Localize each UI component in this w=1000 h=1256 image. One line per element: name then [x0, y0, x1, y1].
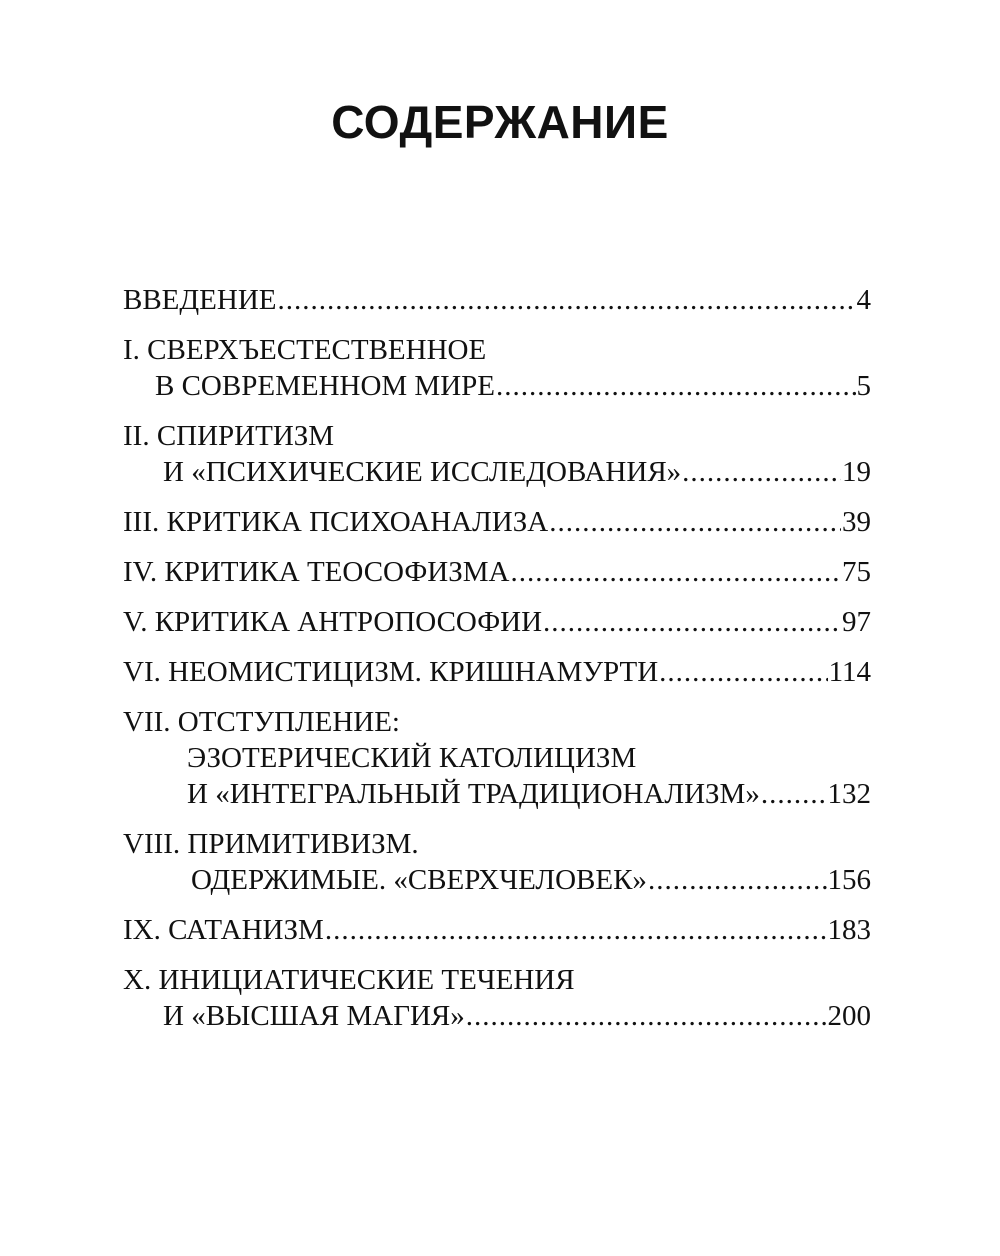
page-title: СОДЕРЖАНИЕ — [331, 96, 669, 148]
toc-page-number: 183 — [827, 914, 871, 946]
toc-entry-title: VI. НЕОМИСТИЦИЗМ. КРИШНАМУРТИ — [123, 656, 659, 688]
toc-line — [123, 418, 871, 454]
toc-entry-subtitle: ЭЗОТЕРИЧЕСКИЙ КАТОЛИЦИЗМ — [187, 742, 637, 774]
toc-entry-chapter-2 — [123, 418, 871, 490]
dot-leader — [543, 604, 841, 640]
toc-page-number: 132 — [827, 778, 871, 810]
toc-entry-chapter-9 — [123, 912, 871, 948]
toc-line — [123, 282, 871, 318]
toc-page-number: 4 — [856, 284, 871, 316]
toc-entry-title: II. СПИРИТИЗМ — [123, 420, 335, 452]
dot-leader — [659, 654, 827, 690]
toc-entry-title: ВВЕДЕНИЕ — [123, 284, 277, 316]
toc-entry-title: V. КРИТИКА АНТРОПОСОФИИ — [123, 606, 543, 638]
toc-entry-chapter-3 — [123, 504, 871, 540]
toc-entry-subtitle: В СОВРЕМЕННОМ МИРЕ — [155, 370, 495, 402]
toc-line — [123, 998, 871, 1034]
toc-page-number: 75 — [842, 556, 871, 588]
toc-page-number: 39 — [842, 506, 871, 538]
dot-leader — [761, 776, 827, 812]
toc-page-number: 114 — [828, 656, 871, 688]
toc-entry-title: IX. САТАНИЗМ — [123, 914, 324, 946]
toc-entry-title: VIII. ПРИМИТИВИЗМ. — [123, 828, 419, 860]
toc-page-number: 5 — [856, 370, 871, 402]
dot-leader — [510, 554, 841, 590]
toc-line — [123, 740, 871, 776]
toc-entry-chapter-5 — [123, 604, 871, 640]
toc-line — [123, 332, 871, 368]
toc-entry-title: X. ИНИЦИАТИЧЕСКИЕ ТЕЧЕНИЯ — [123, 964, 575, 996]
toc-entry-subtitle: И «ВЫСШАЯ МАГИЯ» — [163, 1000, 465, 1032]
toc-entry-subtitle: И «ПСИХИЧЕСКИЕ ИССЛЕДОВАНИЯ» — [163, 456, 682, 488]
toc-entry-title: IV. КРИТИКА ТЕОСОФИЗМА — [123, 556, 510, 588]
toc-line — [123, 504, 871, 540]
toc-entry-chapter-1 — [123, 332, 871, 404]
toc-line — [123, 862, 871, 898]
toc-entry-title: I. СВЕРХЪЕСТЕСТВЕННОЕ — [123, 334, 487, 366]
toc-page-number: 200 — [827, 1000, 871, 1032]
toc-line — [123, 454, 871, 490]
dot-leader — [496, 368, 856, 404]
toc-page-number: 156 — [827, 864, 871, 896]
toc-entry-subtitle: ОДЕРЖИМЫЕ. «СВЕРХЧЕЛОВЕК» — [191, 864, 647, 896]
toc-entry-chapter-8 — [123, 826, 871, 898]
dot-leader — [325, 912, 827, 948]
toc-entry-subtitle: И «ИНТЕГРАЛЬНЫЙ ТРАДИЦИОНАЛИЗМ» — [187, 778, 760, 810]
dot-leader — [549, 504, 841, 540]
toc-page-number: 97 — [842, 606, 871, 638]
toc-line — [123, 704, 871, 740]
toc-line — [123, 912, 871, 948]
toc-entry-chapter-10 — [123, 962, 871, 1034]
toc-line — [123, 826, 871, 862]
toc-entry-introduction — [123, 282, 871, 318]
dot-leader — [278, 282, 856, 318]
toc-line — [123, 604, 871, 640]
toc-entry-chapter-7 — [123, 704, 871, 812]
table-of-contents — [123, 282, 871, 1048]
dot-leader — [648, 862, 827, 898]
toc-entry-chapter-6 — [123, 654, 871, 690]
toc-line — [123, 368, 871, 404]
toc-line — [123, 962, 871, 998]
toc-line — [123, 776, 871, 812]
dot-leader — [466, 998, 827, 1034]
toc-page-number: 19 — [842, 456, 871, 488]
toc-entry-title: III. КРИТИКА ПСИХОАНАЛИЗА — [123, 506, 549, 538]
dot-leader — [682, 454, 841, 490]
toc-line — [123, 554, 871, 590]
toc-entry-chapter-4 — [123, 554, 871, 590]
toc-entry-title: VII. ОТСТУПЛЕНИЕ: — [123, 706, 400, 738]
toc-line — [123, 654, 871, 690]
